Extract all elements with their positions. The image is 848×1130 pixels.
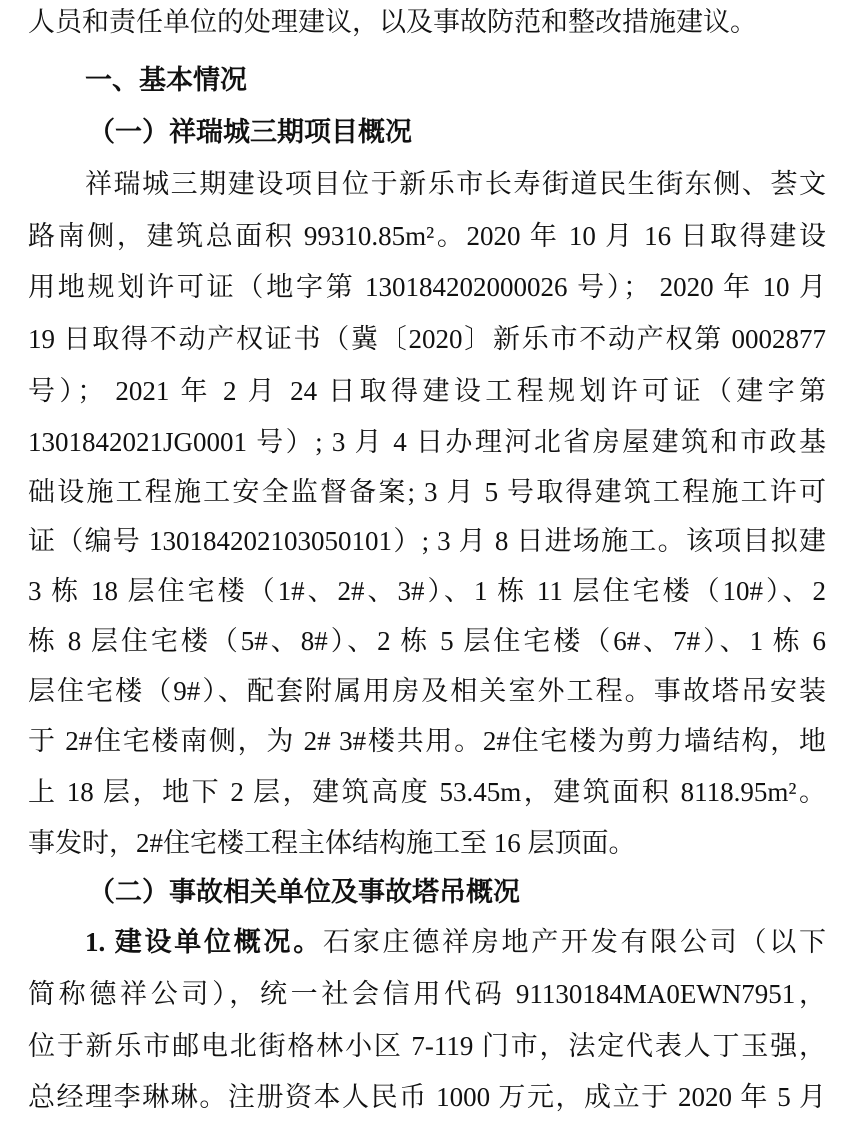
paragraph-line: 证（编号 130184202103050101）; 3 月 8 日进场施工。该项目拟建 bbox=[28, 526, 826, 556]
paragraph-line: 路南侧，建筑总面积 99310.85m²。2020 年 10 月 16 日取得建设 bbox=[28, 221, 826, 251]
subsection-heading: （一）祥瑞城三期项目概况 bbox=[88, 117, 412, 147]
paragraph-line: 1301842021JG0001 号）; 3 月 4 日办理河北省房屋建筑和市政基 bbox=[28, 427, 826, 457]
paragraph-line: 人员和责任单位的处理建议，以及事故防范和整改措施建议。 bbox=[28, 7, 757, 37]
paragraph-line bbox=[85, 924, 826, 960]
paragraph-line: 位于新乐市邮电北街格林小区 7-119 门市，法定代表人丁玉强， bbox=[28, 1031, 826, 1061]
paragraph-line: 栋 8 层住宅楼（5#、8#）、2 栋 5 层住宅楼（6#、7#）、1 栋 6 bbox=[28, 626, 826, 656]
paragraph-line: 总经理李琳琳。注册资本人民币 1000 万元，成立于 2020 年 5 月 bbox=[28, 1082, 826, 1112]
paragraph-line: 础设施工程施工安全监督备案; 3 月 5 号取得建筑工程施工许可 bbox=[28, 477, 826, 507]
section-heading: 一、基本情况 bbox=[85, 65, 247, 95]
paragraph-line: 于 2#住宅楼南侧，为 2# 3#楼共用。2#住宅楼为剪力墙结构，地 bbox=[28, 726, 826, 756]
paragraph-line: 3 栋 18 层住宅楼（1#、2#、3#）、1 栋 11 层住宅楼（10#）、2 bbox=[28, 576, 826, 606]
paragraph-line: 事发时，2#住宅楼工程主体结构施工至 16 层顶面。 bbox=[28, 828, 636, 858]
paragraph-line: 上 18 层，地下 2 层，建筑高度 53.45m，建筑面积 8118.95m²。 bbox=[28, 777, 826, 807]
paragraph-line: 层住宅楼（9#）、配套附属用房及相关室外工程。事故塔吊安装 bbox=[28, 676, 826, 706]
paragraph-line: 19 日取得不动产权证书（冀〔2020〕新乐市不动产权第 0002877 bbox=[28, 324, 826, 354]
paragraph-line: 祥瑞城三期建设项目位于新乐市长寿街道民生街东侧、荟文 bbox=[85, 169, 826, 199]
paragraph-line: 号）； 2021 年 2 月 24 日取得建设工程规划许可证（建字第 bbox=[28, 376, 826, 406]
unit-text: 石家庄德祥房地产开发有限公司（以下 bbox=[323, 927, 826, 957]
unit-heading: 1. 建设单位概况。 bbox=[85, 927, 323, 957]
paragraph-line: 用地规划许可证（地字第 130184202000026 号）； 2020 年 10 月 bbox=[28, 272, 826, 302]
subsection-heading: （二）事故相关单位及事故塔吊概况 bbox=[88, 877, 520, 907]
paragraph-line: 简称德祥公司），统一社会信用代码 91130184MA0EWN7951， bbox=[28, 979, 826, 1009]
